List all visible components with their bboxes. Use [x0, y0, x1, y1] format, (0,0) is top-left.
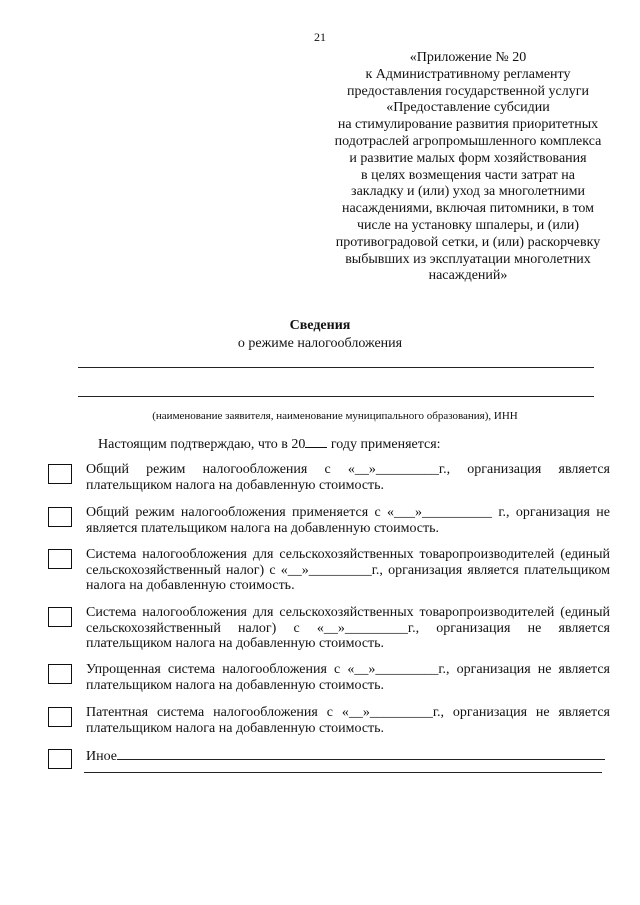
other-fill-line[interactable] — [117, 747, 605, 760]
applicant-caption: (наименование заявителя, наименование муниципального образования), ИНН — [152, 410, 518, 422]
annex-line: числе на установку шпалеры, и (или) — [356, 217, 580, 233]
annex-line: в целях возмещения части затрат на — [360, 167, 575, 183]
option-general-non-vat-payer — [48, 505, 610, 536]
checkbox[interactable] — [48, 749, 72, 769]
annex-line: насаждений» — [428, 268, 508, 284]
annex-line: предоставления государственной услуги — [347, 83, 589, 99]
checkbox[interactable] — [48, 707, 72, 727]
annex-line: и развитие малых форм хозяйствования — [349, 150, 587, 166]
applicant-name-line-2[interactable] — [78, 396, 594, 397]
annex-line: противоградовой сетки, и (или) раскорчевку — [335, 234, 601, 250]
annex-line: подотраслей агропромышленного комплекса — [334, 133, 602, 149]
checkbox[interactable] — [48, 607, 72, 627]
option-other-row — [86, 747, 610, 765]
other-fill-line-2[interactable] — [84, 772, 602, 773]
option-patent-system — [48, 705, 610, 736]
annex-line: «Предоставление субсидии — [386, 100, 550, 116]
confirm-text-before: Настоящим подтверждаю, что в 20 — [98, 437, 306, 452]
document-subtitle: о режиме налогообложения — [237, 336, 403, 351]
confirm-text-after: году применяется: — [327, 437, 441, 452]
option-text: Общий режим налогообложения с «__»_________г., организация является плательщиком налога на добавленную стоимость. — [86, 462, 610, 493]
option-text: Патентная система налогообложения с «__»_________г., организация не является плательщиком налога на добавленную стоимость. — [86, 705, 610, 736]
annex-line: закладку и (или) уход за многолетними — [351, 184, 585, 200]
annex-line: на стимулирование развития приоритетных — [337, 117, 599, 133]
document-title: Сведения — [289, 318, 351, 333]
page-number: 21 — [314, 30, 326, 44]
option-general-vat-payer — [48, 462, 610, 493]
option-esxn-non-vat-payer — [48, 605, 610, 652]
annex-line: «Приложение № 20 — [409, 50, 527, 65]
annex-line: выбывших из эксплуатации многолетних — [345, 251, 591, 267]
annex-header — [318, 50, 618, 285]
option-simplified-system — [48, 662, 610, 693]
confirm-statement — [98, 435, 598, 453]
checkbox[interactable] — [48, 664, 72, 684]
applicant-name-line-1[interactable] — [78, 367, 594, 368]
year-blank[interactable] — [305, 435, 327, 448]
annex-line: к Административному регламенту — [365, 66, 571, 82]
option-text: Упрощенная система налогообложения с «__»_________г., организация не является плательщиком налога на добавленную стоимость. — [86, 662, 610, 693]
option-text: Система налогообложения для сельскохозяйственных товаропроизводителей (единый сельскохозяйственный налог) с «__»_________г., организация не является плательщиком налога на добавленную стоимость. — [86, 605, 610, 651]
option-esxn-vat-payer — [48, 547, 610, 594]
checkbox[interactable] — [48, 549, 72, 569]
option-text: Общий режим налогообложения применяется с «___»__________ г., организация не является плательщиком налога на добавленную стоимость. — [86, 505, 610, 536]
checkbox[interactable] — [48, 507, 72, 527]
option-text: Система налогообложения для сельскохозяйственных товаропроизводителей (единый сельскохозяйственный налог) с «__»_________г., организация является плательщиком налога на добавленную стоимость. — [86, 547, 610, 593]
annex-line: насаждениями, включая питомники, в том — [341, 201, 595, 217]
option-other — [48, 747, 610, 769]
option-other-label: Иное — [86, 749, 117, 764]
checkbox[interactable] — [48, 464, 72, 484]
